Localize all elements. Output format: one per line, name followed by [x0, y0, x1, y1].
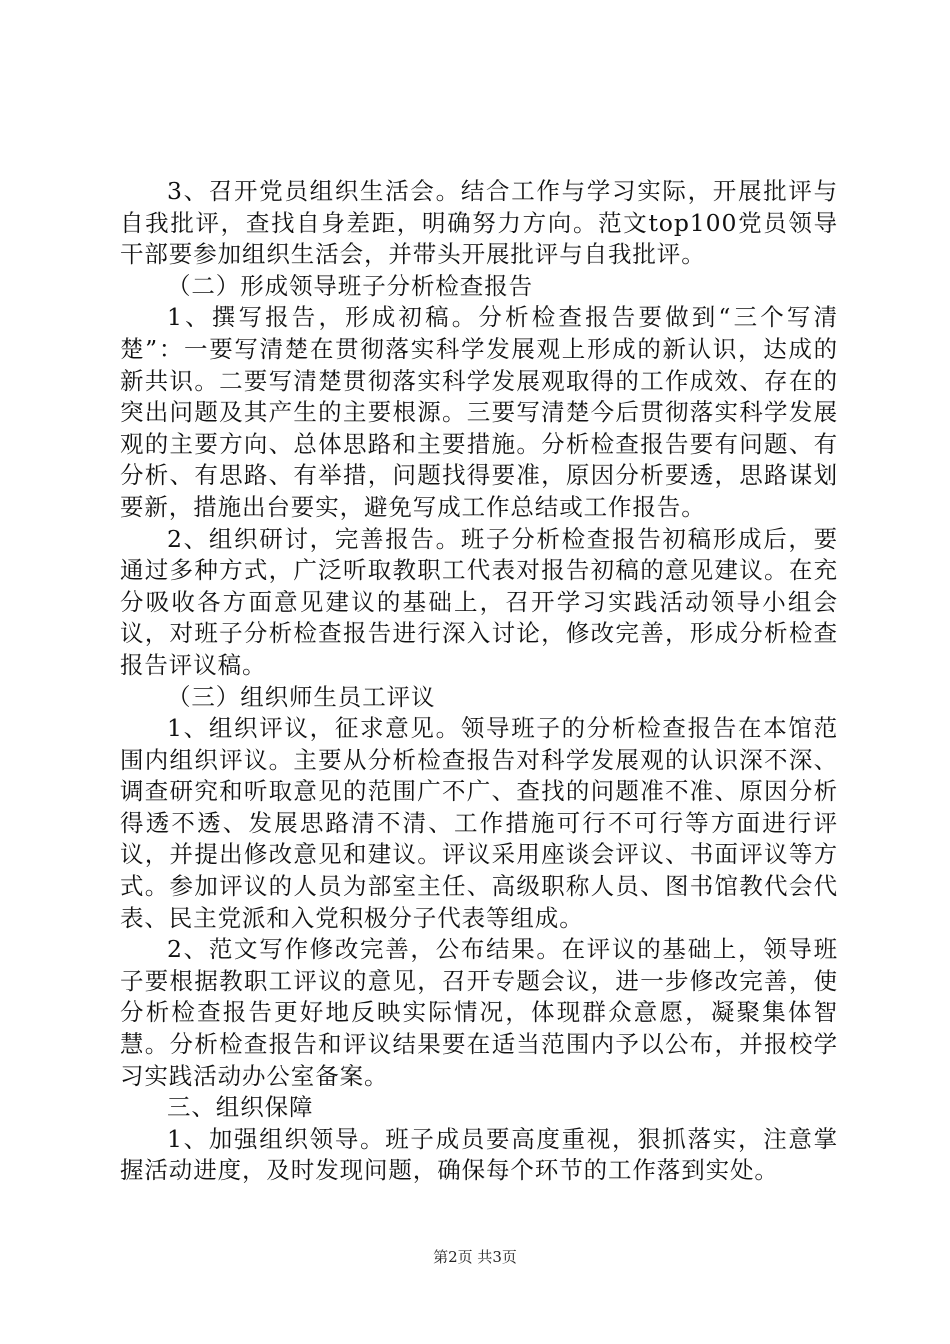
- paragraph-organize-review: 1、组织评议，征求意见。领导班子的分析检查报告在本馆范围内组织评议。主要从分析检查报告对科学发展观的认识深不深、调查研究和听取意见的范围广不广、查找的问题准不准、原因分析得透不透、发展思路清不清、工作措施可行不可行等方面进行评议，并提出修改意见和建议。评议采用座谈会评议、书面评议等方式。参加评议的人员为部室主任、高级职称人员、图书馆教代会代表、民主党派和入党积极分子代表等组成。: [120, 714, 838, 932]
- paragraph-strengthen-leadership: 1、加强组织领导。班子成员要高度重视，狠抓落实，注意掌握活动进度，及时发现问题，确保每个环节的工作落到实处。: [120, 1124, 838, 1185]
- paragraph-party-meeting: 3、召开党员组织生活会。结合工作与学习实际，开展批评与自我批评，查找自身差距，明确努力方向。范文top100党员领导干部要参加组织生活会，并带头开展批评与自我批评。: [120, 177, 838, 269]
- section-heading-staff-review: （三）组织师生员工评议: [167, 682, 436, 711]
- section-heading-analysis-report: （二）形成领导班子分析检查报告: [167, 271, 533, 300]
- page-number-footer: 第2页 共3页: [433, 1248, 517, 1266]
- paragraph-discuss-report: 2、组织研讨，完善报告。班子分析检查报告初稿形成后，要通过多种方式，广泛听取教职工代表对报告初稿的意见建议。在充分吸收各方面意见建议的基础上，召开学习实践活动领导小组会议，对班子分析检查报告进行深入讨论，修改完善，形成分析检查报告评议稿。: [120, 524, 838, 679]
- paragraph-revise-publish: 2、范文写作修改完善，公布结果。在评议的基础上，领导班子要根据教职工评议的意见，召开专题会议，进一步修改完善，使分析检查报告更好地反映实际情况，体现群众意愿，凝聚集体智慧。分析检查报告和评议结果要在适当范围内予以公布，并报校学习实践活动办公室备案。: [120, 935, 838, 1090]
- document-body: [120, 176, 838, 1187]
- paragraph-write-report: 1、撰写报告，形成初稿。分析检查报告要做到“三个写清楚”：一要写清楚在贯彻落实科学发展观上形成的新认识，达成的新共识。二要写清楚贯彻落实科学发展观取得的工作成效、存在的突出问题及其产生的主要根源。三要写清楚今后贯彻落实科学发展观的主要方向、总体思路和主要措施。分析检查报告要有问题、有分析、有思路、有举措，问题找得要准，原因分析要透，思路谋划要新，措施出台要实，避免写成工作总结或工作报告。: [120, 303, 838, 521]
- section-heading-organization-support: 三、组织保障: [167, 1093, 314, 1122]
